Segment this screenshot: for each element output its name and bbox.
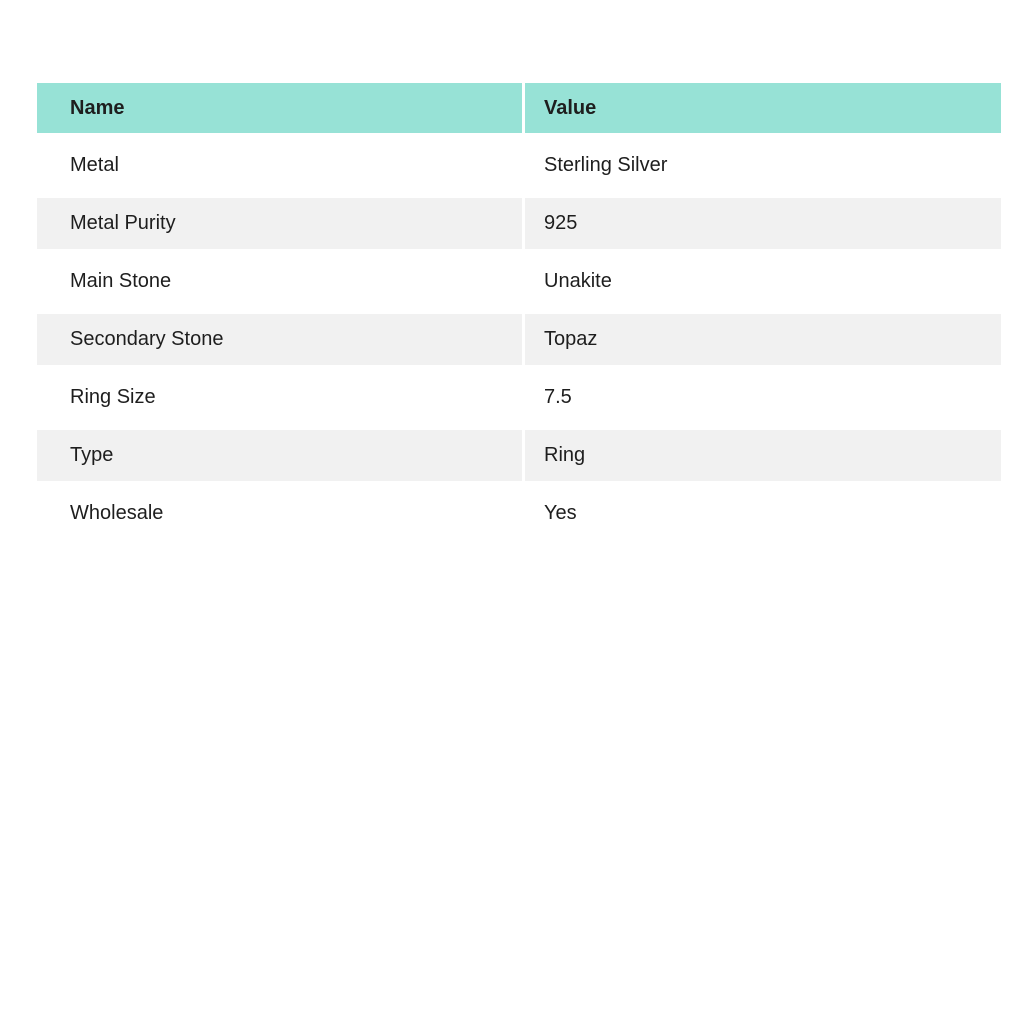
attribute-name-cell: Type: [37, 430, 522, 481]
attribute-name-cell: Main Stone: [37, 256, 522, 307]
attribute-name-cell: Ring Size: [37, 372, 522, 423]
attribute-value-cell: Ring: [525, 430, 1001, 481]
attribute-name-cell: Secondary Stone: [37, 314, 522, 365]
attribute-table: [37, 83, 1001, 539]
attribute-value-cell: Yes: [525, 488, 1001, 539]
header-cell-value: Value: [525, 83, 1001, 133]
attribute-name-cell: Wholesale: [37, 488, 522, 539]
attribute-value-cell: Sterling Silver: [525, 140, 1001, 191]
attribute-value-cell: Unakite: [525, 256, 1001, 307]
attribute-name-cell: Metal: [37, 140, 522, 191]
header-cell-name: Name: [37, 83, 522, 133]
attribute-name-cell: Metal Purity: [37, 198, 522, 249]
attribute-value-cell: Topaz: [525, 314, 1001, 365]
attribute-value-cell: 925: [525, 198, 1001, 249]
attribute-value-cell: 7.5: [525, 372, 1001, 423]
